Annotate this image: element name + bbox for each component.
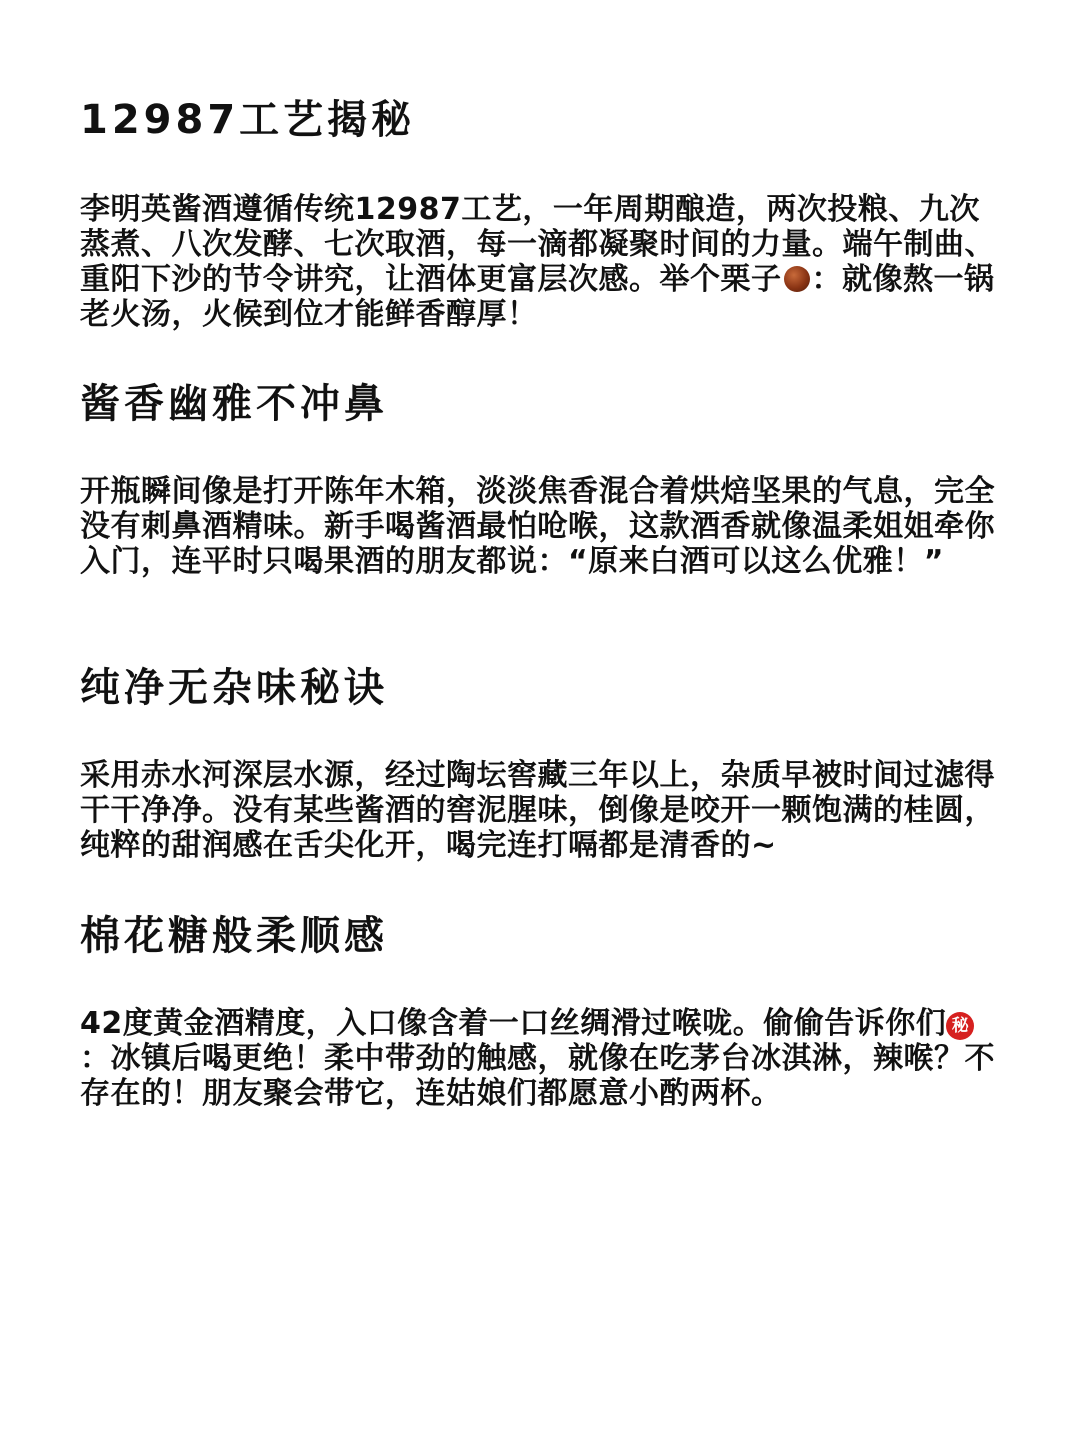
- section-craft: [80, 96, 1000, 332]
- section-heading: 棉花糖般柔顺感: [80, 913, 388, 959]
- body-text: 42度黄金酒精度，入口像含着一口丝绸滑过喉咙。偷偷告诉你们: [80, 1006, 947, 1041]
- section-smoothness: [80, 912, 1000, 1111]
- section-purity: [80, 664, 1000, 863]
- section-body: 采用赤水河深层水源，经过陶坛窖藏三年以上，杂质早被时间过滤得干干净净。没有某些酱酒的窖泥腥味，倒像是咬开一颗饱满的桂圆，纯粹的甜润感在舌尖化开，喝完连打嗝都是清香的~: [80, 758, 995, 863]
- section-body: 开瓶瞬间像是打开陈年木箱，淡淡焦香混合着烘焙坚果的气息，完全没有刺鼻酒精味。新手喝酱酒最怕呛喉，这款酒香就像温柔姐姐牵你入门，连平时只喝果酒的朋友都说：“原来白酒可以这么优雅！”: [80, 474, 995, 579]
- chestnut-icon: [784, 266, 810, 292]
- section-body: [80, 192, 1000, 332]
- section-aroma: [80, 380, 1000, 579]
- section-heading: 12987工艺揭秘: [80, 97, 416, 143]
- body-text: ：就像熬一锅老火汤，火候到位才能鲜香醇厚！: [80, 262, 995, 332]
- section-heading: 酱香幽雅不冲鼻: [80, 381, 388, 427]
- section-body: [80, 1006, 1000, 1111]
- secret-icon: 秘: [946, 1012, 974, 1040]
- body-text: ：冰镇后喝更绝！柔中带劲的触感，就像在吃茅台冰淇淋，辣喉？不存在的！朋友聚会带它，连姑娘们都愿意小酌两杯。: [80, 1041, 995, 1111]
- section-heading: 纯净无杂味秘诀: [80, 665, 388, 711]
- body-text: 李明英酱酒遵循传统12987工艺，一年周期酿造，两次投粮、九次蒸煮、八次发酵、七次取酒，每一滴都凝聚时间的力量。端午制曲、重阳下沙的节令讲究，让酒体更富层次感。举个栗子: [80, 192, 995, 297]
